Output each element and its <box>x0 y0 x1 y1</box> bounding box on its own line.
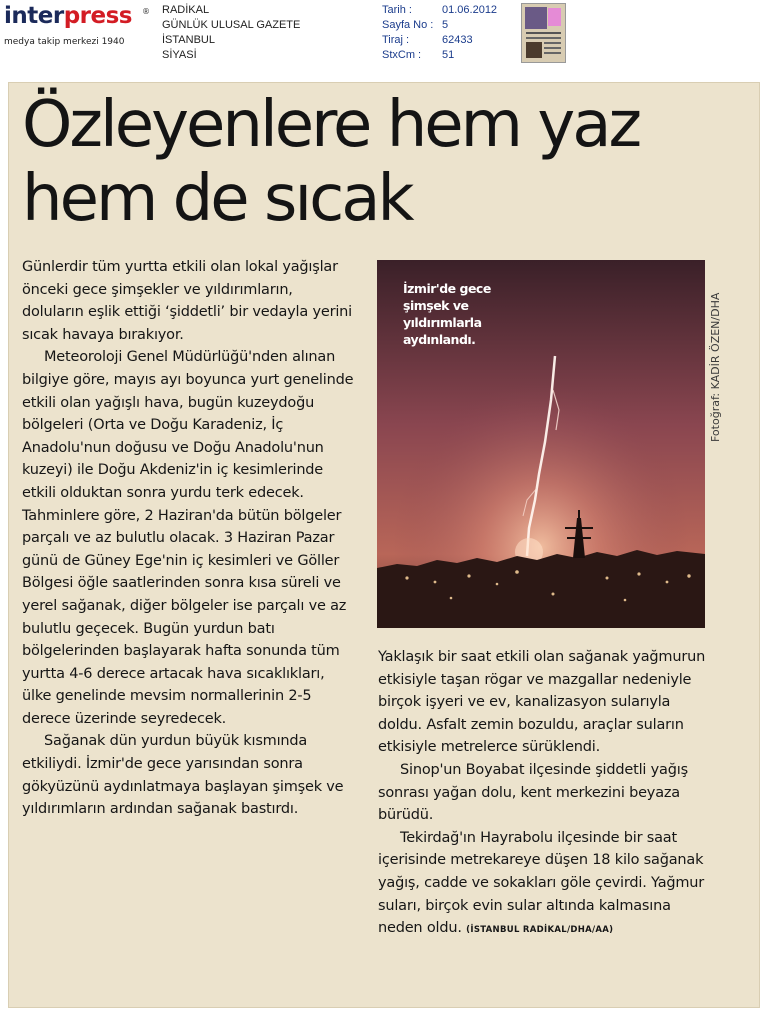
article-headline <box>22 88 639 236</box>
headline-line-2: hem de sıcak <box>22 162 412 236</box>
paragraph: Sağanak dün yurdun büyük kısmında etkiliydi. İzmir'de gece yarısından sonra gökyüzünü aydınlatmaya başlayan şimşek ve yıldırımların ardından sağanak bastırdı. <box>22 733 344 818</box>
meta-row-circulation: Tiraj : 62433 <box>382 34 473 46</box>
photo-caption: İzmir'de gece şimşek ve yıldırımlarla aydınlandı. <box>403 281 491 347</box>
paragraph: Yaklaşık bir saat etkili olan sağanak yağmurun etkisiyle taşan rögar ve mazgallar nedeniyle birçok işyeri ve ev, kanalizasyon sularıyla doldu. Asfalt zemin bozuldu, araçlar suların etkisiyle metrelerce sürüklendi. <box>378 649 706 756</box>
publication-info <box>162 3 300 63</box>
logo-tagline: medya takip merkezi 1940 <box>4 37 125 47</box>
headline-line-1: Özleyenlere hem yaz <box>22 88 640 162</box>
article-column-right <box>378 646 714 942</box>
monitoring-header <box>0 0 765 72</box>
paragraph: Tekirdağ'ın Hayrabolu ilçesinde bir saat içerisinde metrekareye düşen 18 kilo sağanak yağış, cadde ve sokakları göle çevirdi. Yağmur suları, birçok evin sular altında kalmasına neden oldu. (İSTANBUL RADİKAL/DHA/AA) <box>378 829 705 937</box>
meta-row-stxcm: StxCm : 51 <box>382 49 455 61</box>
interpress-logo <box>4 3 154 49</box>
publication-category: SİYASİ <box>162 49 197 61</box>
clipping-meta <box>382 3 497 63</box>
page-thumbnail[interactable] <box>521 3 566 63</box>
newspaper-clipping <box>8 82 760 1008</box>
meta-row-date: Tarih : 01.06.2012 <box>382 4 498 16</box>
paragraph: Günlerdir tüm yurtta etkili olan lokal yağışlar önceki gece şimşekler ve yıldırımların, doluların eşlik ettiği ‘şiddetli’ bir vedayla yerini sıcak havaya bırakıyor. <box>22 259 352 343</box>
photo-credit: Fotoğraf: KADİR ÖZEN/DHA <box>709 292 722 442</box>
publication-type: GÜNLÜK ULUSAL GAZETE <box>162 19 301 31</box>
logo-wordmark: interpress <box>4 3 132 29</box>
publication-city: İSTANBUL <box>162 34 215 46</box>
article-column-left <box>22 256 358 821</box>
paragraph: Meteoroloji Genel Müdürlüğü'nden alınan bilgiye göre, mayıs ayı boyunca yurt genelinde etkili olan yağışlı hava, bugün kuzeydoğu bölgeleri (Orta ve Doğu Karadeniz, İç Anadolu'nun doğusu ve Doğu Anadolu'nun kuzeyi) ile Doğu Akdeniz'in iç kesimlerinde etkili olduktan sonra yurdu terk edecek. Tahminlere göre, 2 Haziran'da bütün bölgeler parçalı ve az bulutlu olacak. 3 Haziran Pazar günü de Güney Ege'nin iç kesimleri ve Göller Bölgesi öğle saatlerinden sonra kısa süreli ve yerel sağanak, diğer bölgeler ise parçalı ve az bulutlu geçecek. Bugün yurdun batı bölgelerinden başlayarak hafta sonunda tüm yurtta 4-6 derece artacak hava sıcaklıkları, ülke genelinde mevsim normallerinin 2-5 derece üzerinde seyredecek. <box>22 349 354 727</box>
publication-name: RADİKAL <box>162 4 210 16</box>
registered-mark: ® <box>142 7 150 16</box>
paragraph: Sinop'un Boyabat ilçesinde şiddetli yağış sonrası yağan dolu, kent merkezini beyaza bürüdü. <box>378 761 688 824</box>
meta-row-page: Sayfa No : 5 <box>382 19 449 31</box>
lightning-photo <box>377 260 705 628</box>
source-credit: (İSTANBUL RADİKAL/DHA/AA) <box>466 925 614 936</box>
